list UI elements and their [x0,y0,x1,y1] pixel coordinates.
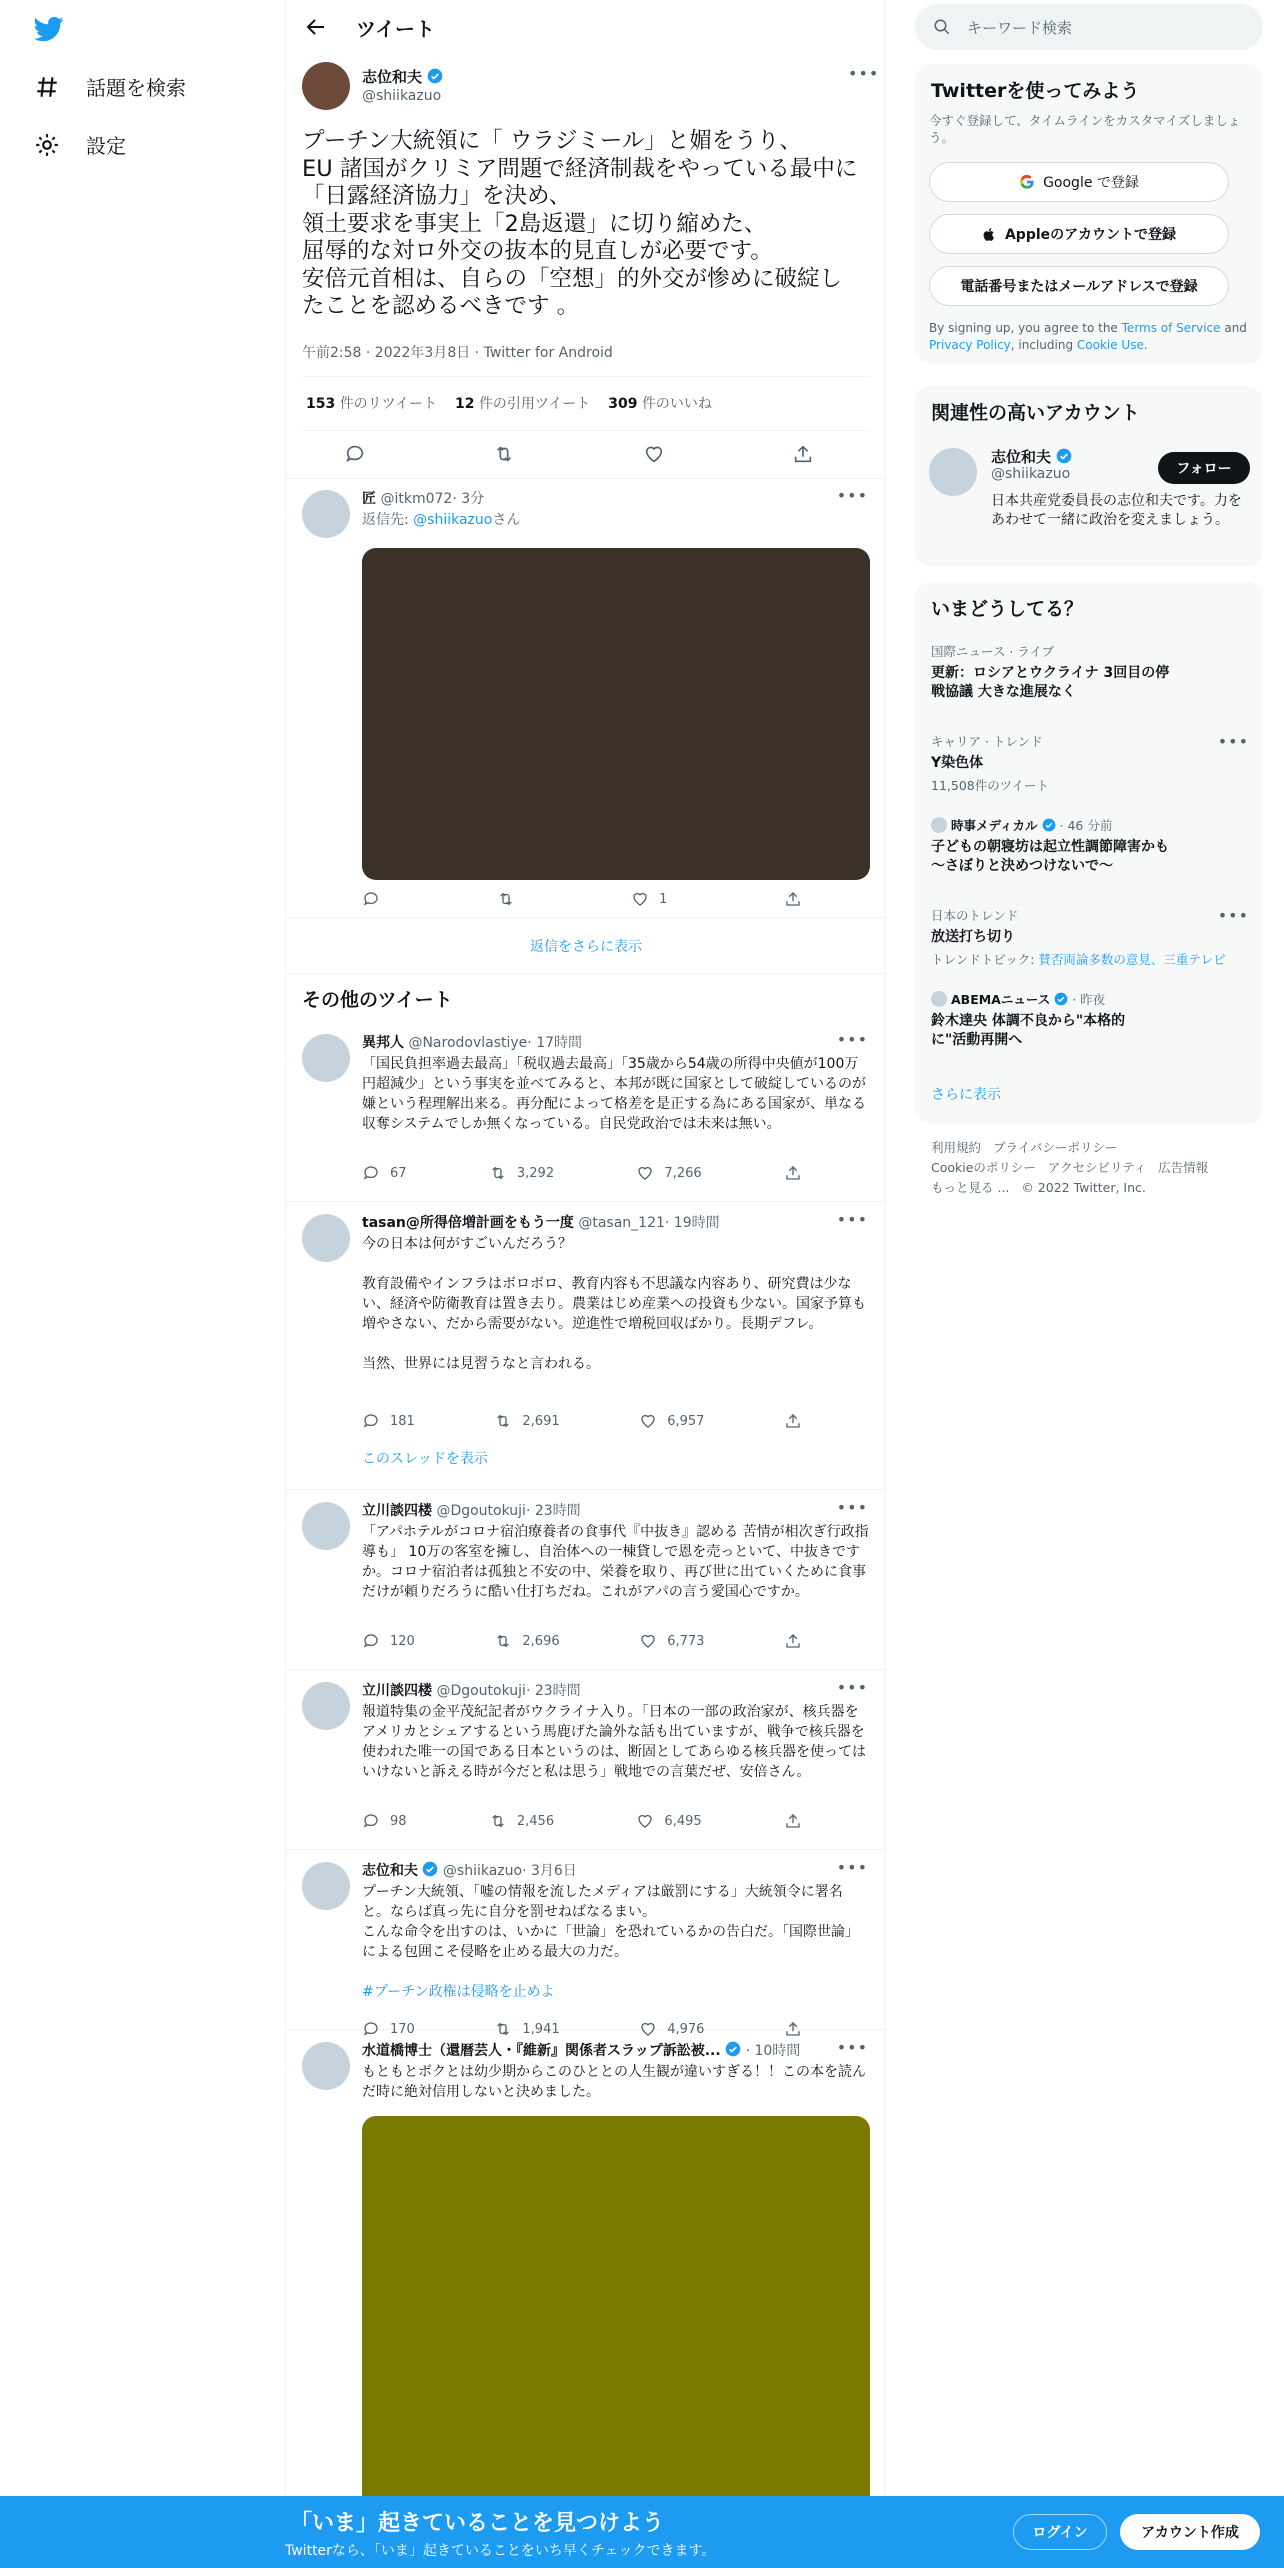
avatar[interactable] [302,1502,350,1550]
reply-tweet[interactable] [286,478,886,918]
tweet-actions [362,1412,802,1430]
retweet-button[interactable] [489,1164,554,1182]
tweet-time[interactable]: · 19時間 [664,1215,720,1231]
tweet-actions [362,1164,802,1182]
show-more-replies-link[interactable]: 返信をさらに表示 [286,918,886,974]
like-count: 6,957 [667,1413,705,1429]
header [286,0,886,54]
trend-item[interactable] [931,732,1249,794]
like-button[interactable] [631,890,667,908]
verified-badge-icon [1056,448,1072,464]
retweet-button[interactable] [489,1812,554,1830]
retweet-count: 2,696 [522,1633,560,1649]
tweet-time[interactable]: · 3月6日 [522,1863,577,1879]
avatar[interactable] [302,490,350,538]
hashtag-link[interactable]: #プーチン政権は侵略を止めよ [362,1984,555,2000]
search-input[interactable]: キーワード検索 [967,18,1073,37]
google-signup-button[interactable] [929,162,1229,202]
reply-button[interactable] [362,1632,415,1650]
tweet-text: 「アパホテルがコロナ宿泊療養者の食事代『中抜き』認める 苦情が相次ぎ行政指導も」 10万の客室を擁し、自治体への一棟貸しで恩を売っといて、中抜きですか。コロナ宿泊者は孤独と不安の中、栄養を取り、再び世に出ていくために食事だけが頼りだろうに酷い仕打ちだね。これがアパの言う愛国心ですか。 [362,1524,869,1600]
divider [302,376,870,377]
tweet-card[interactable] [286,1490,886,1670]
trend-name: 放送打ち切り [931,929,1015,945]
like-count: 6,495 [664,1813,702,1829]
like-icon [631,890,649,908]
author-name[interactable]: 志位和夫 [362,68,423,86]
search-icon [933,18,951,36]
more-options-icon[interactable]: ••• [836,486,868,505]
author-name[interactable]: tasan@所得倍増計画をもう一度 [362,1215,574,1231]
page-title: ツイート [356,16,435,41]
trend-topic-link[interactable]: 賛否両論多数の意見、三重テレビ [1038,952,1226,967]
twitter-logo-icon[interactable] [34,14,64,44]
avatar[interactable] [302,2042,350,2090]
like-icon[interactable] [643,443,665,465]
reply-button[interactable] [362,1412,415,1430]
share-icon [784,1632,802,1650]
trend-item[interactable]: 日本のトレンド 放送打ち切り トレンドトピック: 賛否両論多数の意見、三重テレビ ••• [931,906,1249,967]
terms-text: By signing up, you agree to the Terms of Service and Privacy Policy, including Cookie Use. [929,321,1247,352]
apple-signup-label: Appleのアカウントで登録 [1004,227,1177,243]
news-headline: 鈴木達央 体調不良から"本格的に"活動再開へ [931,1013,1126,1048]
news-source: 時事メディカル [951,818,1038,833]
reply-button[interactable] [362,890,380,908]
back-arrow-icon[interactable] [304,15,328,39]
more-options-icon[interactable]: ••• [836,2038,868,2057]
more-options-icon[interactable]: ••• [836,1498,868,1517]
like-count: 7,266 [664,1165,702,1181]
signup-card [915,64,1263,364]
tweet-card[interactable] [286,1850,886,2037]
tweet-time[interactable]: · 23時間 [525,1683,581,1699]
more-tweets-title: その他のツイート [302,989,453,1011]
reply-icon [362,890,380,908]
footer-link[interactable]: アクセシビリティ [1047,1160,1147,1175]
share-button[interactable] [784,1812,802,1830]
right-sidebar [915,0,1265,2568]
news-source: ABEMAニュース [951,992,1051,1007]
verified-badge-icon [422,1861,438,1877]
tweet-header: 匠 @itkm072· 3分 [362,491,485,507]
retweet-count-link[interactable]: 153 件のリツイート [306,396,437,412]
gear-icon [34,132,60,158]
tweet-card[interactable] [286,1202,886,1490]
reply-button[interactable] [362,1164,407,1182]
tweet-card[interactable] [286,2030,886,2510]
reply-count: 170 [390,2021,415,2037]
related-title: 関連性の高いアカウント [931,402,1140,424]
news-item[interactable] [931,816,1249,876]
source-avatar [931,991,947,1007]
cookie-link[interactable]: Cookie Use [1076,338,1144,352]
news-time: · 昨夜 [1072,992,1106,1007]
retweet-count: 2,691 [522,1413,560,1429]
share-button[interactable] [784,1164,802,1182]
author-handle[interactable]: @tasan_121 [578,1215,665,1231]
phone-signup-label: 電話番号またはメールアドレスで登録 [960,279,1198,295]
author-handle[interactable]: @shiikazuo [362,88,442,104]
share-button[interactable] [784,1412,802,1430]
tweet-header [362,1860,862,1880]
tweet-actions [344,443,814,465]
author-name[interactable]: 異邦人 [362,1035,404,1051]
related-bio: 日本共産党委員長の志位和夫です。力をあわせて一緒に政治を変えましょう。 [991,493,1242,528]
trend-name: 更新：ロシアとウクライナ 3回目の停戦協議 大きな進展なく [931,665,1170,700]
left-nav [0,0,285,2568]
retweet-count: 3,292 [516,1165,555,1181]
tweet-text: プーチン大統領、「嘘の情報を流したメディアは厳罰にする」大統領令に署名と。ならば真っ先に自分を罰せねばなるまい。 こんな命令を出すのは、いかに「世論」を恐れているかの告白だ。「国際世論」による包囲こそ侵略を止める最大の力だ。 [362,1884,859,1960]
reply-count: 120 [390,1633,415,1649]
like-count: 1 [659,891,668,907]
trend-meta: キャリア · トレンド [931,734,1043,749]
share-icon [784,1812,802,1830]
tweet-text: 「国民負担率過去最高」「税収過去最高」「35歳から54歳の所得中央値が100万円超減少」という事実を並べてみると、本邦が既に国家として破綻しているのが嫌という程理解出来る。再分配によって格差を是正する為にある国家が、単なる収奪システムでしか無くなっている。自民党政治では未来は無い。 [362,1056,866,1132]
share-icon [784,890,802,908]
retweet-icon [489,1164,507,1182]
retweet-icon [494,1412,512,1430]
tweet-header [362,1032,862,1052]
author-handle[interactable]: @Narodovlastiye [408,1035,528,1051]
like-count: 4,976 [667,2021,705,2037]
search-box[interactable] [915,4,1263,50]
author-avatar[interactable] [302,62,350,110]
author-handle[interactable]: @Dgoutokuji [436,1503,526,1519]
author-name[interactable]: 志位和夫 [362,1863,418,1879]
verified-badge-icon [1054,992,1068,1006]
retweet-count: 1,941 [522,2021,560,2037]
banner-subtitle: Twitterなら、「いま」起きていることをいち早くチェックできます。 [285,2543,716,2559]
like-count-link[interactable]: 309 件のいいね [608,396,712,412]
related-avatar[interactable] [929,448,977,496]
footer-link[interactable]: プライバシーポリシー [992,1140,1118,1155]
banner-title: 「いま」起きていることを見つけよう [290,2511,665,2536]
reply-to: 返信先: @shiikazuoさん [362,512,521,528]
nav-settings[interactable] [34,130,126,159]
related-accounts-card [915,386,1263,566]
more-options-icon[interactable]: ••• [836,1210,868,1229]
show-thread-link[interactable]: このスレッドを表示 [362,1451,488,1467]
privacy-link[interactable]: Privacy Policy [929,338,1011,352]
retweet-icon [494,1632,512,1650]
tweet-text: 報道特集の金平茂紀記者がウクライナ入り。「日本の一部の政治家が、核兵器をアメリカとシェアするという馬鹿げた論外な話も出ていますが、戦争で核兵器を使われた唯一の国である日本というのは、断固としてあらゆる核兵器を使ってはいけないと訴える時が今だと私は思う」戦地での言葉だぜ、安倍さん。 [362,1704,866,1780]
trend-meta: 日本のトレンド [931,908,1019,923]
like-button[interactable] [639,1412,704,1430]
tweet-text: プーチン大統領に「 ウラジミール」と媚をうり、 EU 諸国がクリミア問題で経済制裁をやっている最中に「日露経済協力」を決め、 領土要求を事実上「2島返還」に切り縮めた、 屈辱的な対ロ外交の抜本的見直しが必要です。 安倍元首相は、自らの「空想」的外交が惨めに破綻したことを認めるべきです 。 [302,128,858,319]
footer-links [931,1138,1251,1198]
footer-link[interactable]: Cookieのポリシー [931,1160,1036,1175]
footer-link[interactable]: もっと見る ... [931,1180,1010,1195]
tweet-time[interactable]: · 17時間 [527,1035,583,1051]
login-button[interactable]: ログイン [1013,2514,1107,2550]
more-options-icon[interactable]: ••• [836,1678,868,1697]
reply-icon [362,1412,380,1430]
footer-link[interactable]: 利用規約 [931,1140,982,1155]
signup-title: Twitterを使ってみよう [931,80,1140,102]
phone-signup-button[interactable] [929,266,1229,306]
trend-name: Y染色体 [931,755,984,771]
nav-explore-label: 話題を検索 [86,76,186,100]
signup-subtitle: 今すぐ登録して、タイムラインをカスタマイズしましょう。 [929,113,1241,145]
like-button[interactable] [636,1164,701,1182]
reply-count: 67 [390,1165,407,1181]
google-signup-label: Google で登録 [1043,175,1139,191]
apple-signup-button[interactable] [929,214,1229,254]
like-icon [636,1812,654,1830]
reply-icon [362,1812,380,1830]
tweet-actions [362,1812,802,1830]
tweet-timestamp[interactable]: 午前2:58 · 2022年3月8日 · Twitter for Android [302,345,613,361]
tweet-card[interactable] [286,1022,886,1202]
terms-link[interactable]: Terms of Service [1121,321,1221,335]
more-options-icon[interactable]: ••• [1217,906,1249,925]
nav-explore[interactable] [34,72,186,101]
apple-icon [982,227,997,242]
tweet-time[interactable]: · 10時間 [745,2043,801,2059]
footer-link[interactable]: 広告情報 [1158,1160,1209,1175]
like-button[interactable] [639,1632,704,1650]
follow-button[interactable]: フォロー [1158,452,1250,484]
media-image[interactable] [362,548,870,880]
avatar[interactable] [302,1034,350,1082]
retweet-button[interactable] [497,890,515,908]
trend-count: 11,508件のツイート [931,778,1049,793]
reply-to-link[interactable]: @shiikazuo [413,512,493,528]
copyright: © 2022 Twitter, Inc. [1021,1180,1146,1195]
more-options-icon[interactable]: ••• [848,64,880,83]
reply-count: 98 [390,1813,407,1829]
avatar[interactable] [302,1214,350,1262]
reply-icon[interactable] [344,443,366,465]
author-name[interactable]: 水道橋博士（還暦芸人・『維新』関係者スラップ訴訟被... [362,2043,721,2059]
like-icon [636,1164,654,1182]
related-name-row[interactable] [991,446,1072,467]
retweet-button[interactable] [494,1632,559,1650]
verified-badge-icon [427,68,443,84]
avatar[interactable] [302,1682,350,1730]
tweet-card[interactable] [286,1670,886,1850]
news-time: · 46 分前 [1059,818,1113,833]
more-options-icon[interactable]: ••• [836,1030,868,1049]
reply-icon [362,1164,380,1182]
author-name[interactable]: 立川談四楼 [362,1683,432,1699]
tweet-actions [362,1632,802,1650]
tweet-time[interactable]: · 23時間 [525,1503,581,1519]
author-name-row[interactable] [362,66,443,87]
like-count: 6,773 [667,1633,705,1649]
trend-meta: 国際ニュース · ライブ [931,644,1055,659]
like-icon [639,1632,657,1650]
related-name: 志位和夫 [991,448,1052,466]
reply-button[interactable] [362,1812,407,1830]
like-icon [639,1412,657,1430]
verified-badge-icon [725,2041,741,2057]
tweet-header [362,1500,862,1520]
share-icon [784,1412,802,1430]
like-button[interactable] [636,1812,701,1830]
share-icon[interactable] [792,443,814,465]
trend-item[interactable] [931,642,1249,702]
tweet-text: もともとボクとは幼少期からこのひととの人生観が違いすぎる！！この本を読んだ時に絶対信用しないと決めました。 [362,2064,866,2100]
avatar[interactable] [302,1862,350,1910]
author-handle[interactable]: @Dgoutokuji [436,1683,526,1699]
retweet-count: 2,456 [516,1813,555,1829]
show-more-link[interactable]: さらに表示 [931,1087,1001,1103]
share-button[interactable] [784,1632,802,1650]
more-options-icon[interactable]: ••• [836,1858,868,1877]
hashtag-icon [34,74,60,100]
author-name[interactable]: 立川談四楼 [362,1503,432,1519]
tweet-text: 今の日本は何がすごいんだろう？ 教育設備やインフラはボロボロ、教育内容も不思議な内容あり、研究費は少ない、経済や防衛教育は置き去り。農業はじめ産業への投資も少ない。国家予算も増やさない、だから需要がない。逆進性で増税回収ばかり。長期デフレ。 当然、世界には見習うなと言われる。 [362,1236,866,1372]
happening-title: いまどうしてる？ [931,598,1084,620]
verified-badge-icon [1042,818,1056,832]
media-image[interactable] [362,2116,870,2496]
tweet-header [362,1212,862,1232]
tweet-header [362,1680,862,1700]
whats-happening-card [915,582,1263,1124]
divider [302,430,870,431]
tweet-actions [362,890,802,908]
reply-icon [362,1632,380,1650]
related-handle[interactable]: @shiikazuo [991,466,1071,482]
main-column [285,0,885,2568]
retweet-icon [497,890,515,908]
quote-count-link[interactable]: 12 件の引用ツイート [455,396,591,412]
google-icon [1019,174,1035,190]
more-options-icon[interactable]: ••• [1217,732,1249,751]
author-handle[interactable]: @shiikazuo [442,1863,523,1879]
share-button[interactable] [784,890,802,908]
retweet-icon[interactable] [493,443,515,465]
retweet-icon [489,1812,507,1830]
signup-button[interactable]: アカウント作成 [1120,2514,1260,2550]
retweet-button[interactable] [494,1412,559,1430]
tweet-header [362,2040,862,2060]
tweet-stats [306,393,712,413]
share-icon [784,1164,802,1182]
nav-settings-label: 設定 [86,134,126,158]
reply-count: 181 [390,1413,415,1429]
news-headline: 子どもの朝寝坊は起立性調節障害かも～さぼりと決めつけないで～ [931,839,1169,874]
signup-banner [0,2496,1284,2568]
news-item[interactable] [931,990,1249,1050]
source-avatar [931,817,947,833]
